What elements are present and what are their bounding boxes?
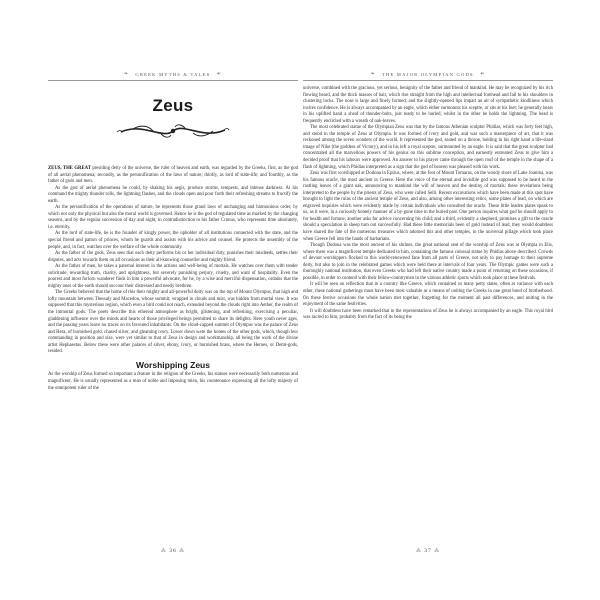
ornament-icon: ⁂ — [179, 549, 186, 554]
ornament-icon: ⁂ — [434, 549, 441, 554]
right-running-head — [303, 68, 553, 81]
page-number: 37 — [424, 548, 432, 554]
left-page — [48, 68, 298, 554]
ornament-icon: ❧ — [370, 72, 376, 77]
flourish-divider-icon — [113, 120, 233, 142]
left-body-text — [48, 166, 298, 392]
chapter-title: Zeus — [152, 96, 194, 115]
right-page — [303, 68, 553, 554]
ornament-icon: ❧ — [123, 72, 130, 77]
left-running-head-text: GREEK MYTHS & TALES — [135, 71, 211, 77]
paragraph: The Greeks believed that the home of this their mighty and all-powerful deity was on the top of Mount Olympus, that high and lofty mountain between Thessaly and Macedon, whose summit, wrapped in clouds and mist, was hidden from mortal view. It was supposed that this mysterious region, which even a bird could not reach, extended beyond the clouds right into Aether, the realm of the immortal gods. The poets describe this ethereal atmosphere as bright, glistening, and refreshing, exercising a peculiar, gladdening influence over the minds and hearts of those privileged beings permitted to share its delights. Here youth never ages, and the passing years leave no traces on its favoured inhabitants. On the cloud-capped summit of Olympus was the palace of Zeus and Hera, of burnished gold, chased silver, and gleaming ivory. Lower down were the homes of the other gods, which, though less commanding in position and size, were yet similar to that of Zeus in design and workmanship, all being the work of the divine artist Hephaestus. Below these were other palaces of silver, ebony, ivory, or burnished brass, where the Heroes, or Demi-gods, resided. — [48, 290, 298, 355]
paragraph: The most celebrated statue of the Olympian Zeus was that by the famous Athenian sculptor Phidias, which was forty feet high, and stood in the temple of Zeus at Olympia. It was formed of ivory and gold, and was such a masterpiece of art, that it was reckoned among the seven wonders of the world. It represented the god, seated on a throne, holding in his right hand a life-sized image of Nike (the goddess of Victory), and in his left a royal sceptre, surmounted by an eagle. It is said that the great sculptor had concentrated all the marvellous powers of his genius on this sublime conception, and earnestly entreated Zeus to give him a decided proof that his labours were approved. An answer to his prayer came through the open roof of the temple in the shape of a flash of lightning, which Phidias interpreted as a sign that the god of heaven was pleased with his work. — [303, 125, 553, 170]
chapter-title-block — [48, 96, 298, 142]
paragraph: It will be seen on reflection that in a country like Greece, which contained so many petty states, often at variance with each other, these national gatherings must have been most valuable as a means of uniting the Greeks in one great bond of brotherhood. On these festive occasions the whole nation met together, forgetting for the moment all past differences, and uniting in the enjoyment of the same festivities. — [303, 282, 553, 308]
section-heading: Worshipping Zeus — [136, 359, 210, 370]
paragraph: It will doubtless have been remarked that in the representations of Zeus he is always accompanied by an eagle. This royal bird was sacred to him, probably from the fact of its being the — [303, 308, 553, 321]
right-running-head-text: THE MAJOR OLYMPIAN GODS — [381, 71, 474, 77]
paragraph: As the father of the gods, Zeus sees that each deity performs his or her individual duty, punishes their misdeeds, settles their disputes, and acts towards them on all occasions as their all-knowing counsellor and mighty friend. — [48, 251, 298, 263]
left-folio — [48, 548, 298, 554]
paragraph: As the worship of Zeus formed so important a feature in the religion of the Greeks, his statues were necessarily both numerous and magnificent. He is usually represented as a man of noble and imposing mien, his countenance expressing all the lofty majesty of the omnipotent ruler of the — [48, 372, 298, 391]
paragraph: As the personification of the operations of nature, he represents those grand laws of unchanging and harmonious order, by which not only the physical but also the moral world is governed. Hence he is the god of regulated time as marked by the changing seasons, and by the regular succession of day and night, in contradistinction to his father Cronus, who represents time absolutely, i.e. eternity. — [48, 205, 298, 230]
paragraph — [48, 166, 298, 186]
paragraph: As the father of men, he takes a paternal interest in the actions and well-being of mortals. He watches over them with tender solicitude, rewarding truth, charity, and uprightness, but severely punishing perjury, cruelty, and want of hospitality. Even the poorest and most forlorn wanderer finds in him a powerful advocate, for he, by a wise and merciful dispensation, ordains that the mighty ones of the earth should succour their distressed and needy brethren. — [48, 264, 298, 289]
drop-lead: ZEUS, THE GREAT — [48, 166, 91, 171]
right-body-text — [303, 86, 553, 322]
ornament-icon: ⁂ — [415, 549, 422, 554]
paragraph: Though Dodona was the most ancient of his shrines, the great national seat of the worship of Zeus was at Olympia in Elis, where there was a magnificent temple dedicated to him, containing the famous colossal statue by Phidias above described. Crowds of devout worshippers flocked to this world-renowned fane from all parts of Greece, not only to pay homage to their supreme deity, but also to join in the celebrated games which were held there at intervals of four years. The Olympic games were such a thoroughly national institution, that even Greeks who had left their native country made a point of returning on these occasions, if possible, in order to contend with their fellow-countrymen in the various athletic sports which took place at these festivals. — [303, 243, 553, 281]
left-running-head — [48, 68, 298, 81]
paragraph: As the lord of state-life, he is the founder of kingly power, the upholder of all institutions connected with the state, and the special friend and patron of princes, whom he guards and assists with his advice and counsel. He protects the assembly of the people, and, in fact, watches over the welfare of the whole community. — [48, 231, 298, 250]
right-folio — [303, 548, 553, 554]
ornament-icon: ☙ — [216, 72, 223, 77]
ornament-icon: ☙ — [479, 72, 486, 77]
paragraph: universe, combined with the gracious, yet serious, benignity of the father and friend of mankind. He may be recognized by his rich flowing beard, and the thick masses of hair, which rise straight from the high and intellectual forehead and fall to his shoulders in clustering locks. The nose is large and finely formed, and the slightly-opened lips impart an air of sympathetic kindliness which invites confidence. He is always accompanied by an eagle, which either surmounts his sceptre, or sits at his feet; he generally bears in his uplifted hand a sheaf of thunder-bolts, just ready to be hurled, whilst in the other he holds the lightning. The head is frequently encircled with a wreath of oak-leaves. — [303, 86, 553, 124]
page-number: 36 — [169, 548, 177, 554]
paragraph-text: presiding deity of the universe, the ruler of heaven and earth, was regarded by the Greeks, first, as the god of all aerial phenomena; secondly, as the personification of the laws of nature; thirdly, as lord of state-life; and fourthly, as the father of gods and men. — [48, 166, 298, 185]
paragraph: Zeus was first worshipped at Dodona in Epirus, where, at the foot of Mount Tomarus, on the woody shore of Lake Joanina, was his famous oracle, the most ancient in Greece. Here the voice of the eternal and invisible god was supposed to be heard in the rustling leaves of a giant oak, announcing to mankind the will of heaven and the destiny of mortals; these revelations being interpreted to the people by the priests of Zeus, who were called Selli. Recent excavations which have been made at this spot have brought to light the ruins of the ancient temple of Zeus, and also, among other interesting relics, some plates of lead, on which are engraved inquiries which were evidently made by certain individuals who consulted the oracle. These little leaden plates speak to us, as it were, in a curiously homely manner of a by-gone time in the buried past. One person inquires what god he should apply to for health and fortune; another asks for advice concerning his child; and a third, evidently a shepherd, promises a gift to the oracle should a speculation in sheep turn out successfully. Had these little memorials been of gold instead of lead, they would doubtless have shared the fate of the numerous treasures which adorned this and other temples, in the universal pillage which took place when Greece fell into the hands of barbarians. — [303, 171, 553, 242]
ornament-icon: ⁂ — [160, 549, 167, 554]
paragraph: As the god of aerial phenomena he could, by shaking his aegis, produce storms, tempests, and intense darkness. At his command the mighty thunder rolls, the lightning flashes, and the clouds open and pour forth their refreshing streams to fructify the earth. — [48, 185, 298, 204]
